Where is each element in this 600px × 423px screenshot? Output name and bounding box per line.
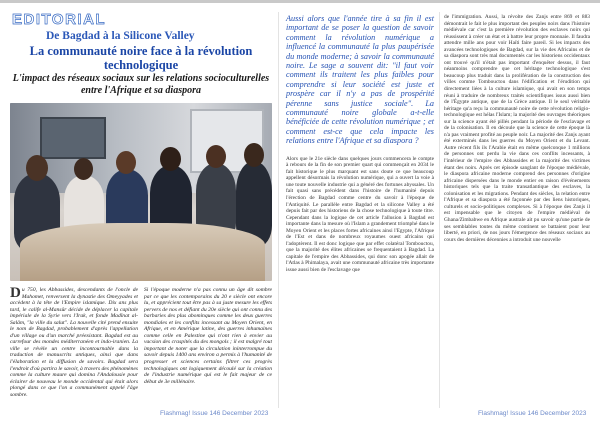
photo-head	[206, 145, 226, 168]
photo-table	[20, 223, 265, 281]
photo-screen	[40, 117, 106, 159]
left-page	[10, 12, 272, 410]
headline-line-1: La communauté noire face à la révolution	[29, 44, 253, 58]
footer-left: Flashmag! Issue 146 December 2023	[160, 410, 269, 417]
photo-head	[160, 147, 181, 171]
article-kicker: De Bagdad à la Silicone Valley	[46, 30, 195, 42]
drop-cap: D	[10, 285, 21, 301]
footer-right: Flashmag! Issue 146 December 2023	[478, 410, 587, 417]
left-column-2: Si l'époque moderne n'a pas connu un âge dit sombre par ce que les contemporains du 20 e siècle ont encore lu, et apprécient tout être pas à sa juste mesure les effets pervers de nos et défiant du 20e siècle qui ont connu des barbaries des plus abominques comme les deux guerres mondiales et les conflits incessant au Moyen Orient, en Afrique, et en Amérique latine, des guerres inhumaines comme celle en Palestine qui n'ont rien à envier au vacsion des craspités du des mongols ; il est malgré tout important de noter que la circulation ininterrompue du savoir depuis 1400 ans environ a permis à l'humanité de progresser et sciences certains filtrer ces progrès technologiques ont logiquement découlé sur la création de l'industrie numérique qui est le fait majeur de ce début de 3e millénaire.	[144, 287, 272, 385]
middle-column	[286, 14, 434, 274]
photo-head	[244, 143, 264, 167]
article-deck: L'impact des réseaux sociaux sur les relations socioculturelles entre l'Afrique et sa diaspora	[12, 73, 270, 96]
page-top-edge	[0, 0, 600, 3]
right-column: de l'immigration. Aussi, la révolte des Zanjs entre 869 et 883 démontrait le fait le plus important des peuples noirs dans l'histoire médiévale car c'est la première révolution des esclaves noirs qui réussissent à créer un état et à battre leur propre monnaie. Il faudra attendre mille ans pour voir Haïti faire pareil. Si les impacts des avancées technologiques de Bagdad, sur la vie des Africains et de sa diaspora sont très mal documentés car les historiens occidentaux ont trouvé qu'il n'était pas important d'enquêter dessus, il faut néanmoins comprendre que cet héritage technologique s'est beaucoup plus traduit dans la prolifération de la construction des villes comme Tombouctou dans l'édification et l'érudition qui directement liées à la culture islamique, qui avait en son temps réuni à traduire de nombreux traités scientifiques issus aussi bien de l'Égypte antique, que de la Grèce antique. Il le seul véritable héritage qu'a reçu la communauté noire de cette révolution religio-technologique est hélas l'Islam; la majorité des ouvrages théoriques sur la science ayant été pillés pendant la période de l'esclavage et de la colonisation. Il en découle que la science de cette époque là n'a pas vraiment profité au peuple noir. La majorité des Zanjs ayant été exterminés dans les guerres du Moyen Orient et du Levant. Autre récent fils ils l'Arabie était en même quelconque 1 millions de personnes ont perdu la vie dans ces conflits incessants, à l'intérieur de l'empire des Abbassides et la majorité des victimes étant des noirs. Après cet épisode sanglant de l'époque médiévale, le diaspora africaine moderne comprend des personnes d'origine africaine dispersées dans le monde entier en raison d'événements historiques tels que la traite transatlantique des esclaves, la colonisation et les migrations. Pendant des siècles, la relation entre l'Afrique et sa diaspora a été façonnée par des liens historiques, culturels et socio-politiques complexes. Si à l'époque des Zanjs il est impensable que le citoyen de l'empire médiéval de Ghana/Zimbabwe en Afrique australe ait pu savoir qu'une partie de ses semblables toutes du même continent se battaient pour leur liberté, en priori, de nos jours l'émergence des réseaux sociaux au cours des dernières décennies a introduit une nouvelle	[444, 14, 590, 243]
column-divider	[439, 12, 440, 408]
photo-head	[74, 158, 93, 180]
section-masthead: EDITORIAL	[12, 12, 107, 28]
left-column-1-text: u 750, les Abbassides, descendants de l'oncle de Mahomet, renversent la dynastie des Omeyyades et accèdent à la tête de l'Empire islamique. Dix ans plus tard, le calife al-Mansûr décide de déplacer la capitale impériale de la Syrie vers l'Irak, et fonde Madînat al-Salâm, "la ville du salut". La nouvelle cité prend ensuite le nom de Bagdad, probablement d'après l'appellation d'un village ou d'un marché préexistant. Bagdad est au carrefour des mondes méditerranéen et indo-iranien. La ville se révèle un centre incontournable dans la traduction de manuscrits antiques, ainsi que dans l'élaboration et la diffusion de savoirs. Bagdad sera l'endroit d'où partira le savoir, à travers des phénomènes comme la culture maure qui domina l'Andalousie pour éclairer de nouveau le monde occidental qui était alors plongé dans ce que l'on a communément appelé l'âge sombre.	[10, 287, 138, 398]
middle-body-text: Alors que le 21e siècle dans quelques jours commencera le compte à rebours de la fin de son premier quart qui commençait en 2034 le fait historique le plus marquant est sans doute ce que beaucoup appellent désormais la révolution numérique, qui a ouvert la voie à une toute nouvelle industrie qui a généré des fortunes abyssales. Un fait quasi sans précédent dans l'histoire de l'humanité depuis l'érection de Bagdad comme centre du savoir à l'époque de l'Antiquité. Le parallèle entre Bagdad et la silicone Valley a été depuis fait par des historiens de la chose technologique à toute titre. Cependant dans la logique de cet article l'allusion à Bagdad est importante dans la mesure où l'Islam a grandement triomphé dans le Moyen Orient et les places fortes africaines ainsi l'Egypte, l'Afrique de l'Est et dans de nombreux royaumes ouest africains qui l'adoptèrent. Il est donc logique que par effet colatéral Tombouctou, que la majorité des élites africaines se frequentaient à Bagdad. La capitale de l'empire des Abbassides, qui donc son apogée allait de l'Atlas à Phimalaya, avait une communauté africaine très importante issue aussi bien de l'esclavage que	[286, 155, 434, 273]
photo-head	[116, 151, 136, 174]
pull-quote: Aussi alors que l'année tire à sa fin il est important de se poser la question de savoir comment la révolution numérique a influencé la communauté la plus paupérisée du monde moderne; à savoir la communauté noire. Le sage a souvent dit: "il faut voir comment ils traitent les plus faibles pour comprendre si leur société est juste et prospère car il n'y a pas de prospérité pérenne sans justice sociale". La communauté noire globale a-t-elle bénéficiée de cette révolution numérique ; et comment est-ce que cela impacte les relations entre l'Afrique et sa diaspora ?	[286, 14, 434, 146]
left-column-1	[10, 287, 138, 398]
photo-head	[26, 155, 48, 181]
page-divider	[278, 12, 279, 408]
article-headline	[10, 44, 272, 72]
headline-line-2: technologique	[103, 58, 179, 72]
meeting-photo	[10, 103, 272, 281]
